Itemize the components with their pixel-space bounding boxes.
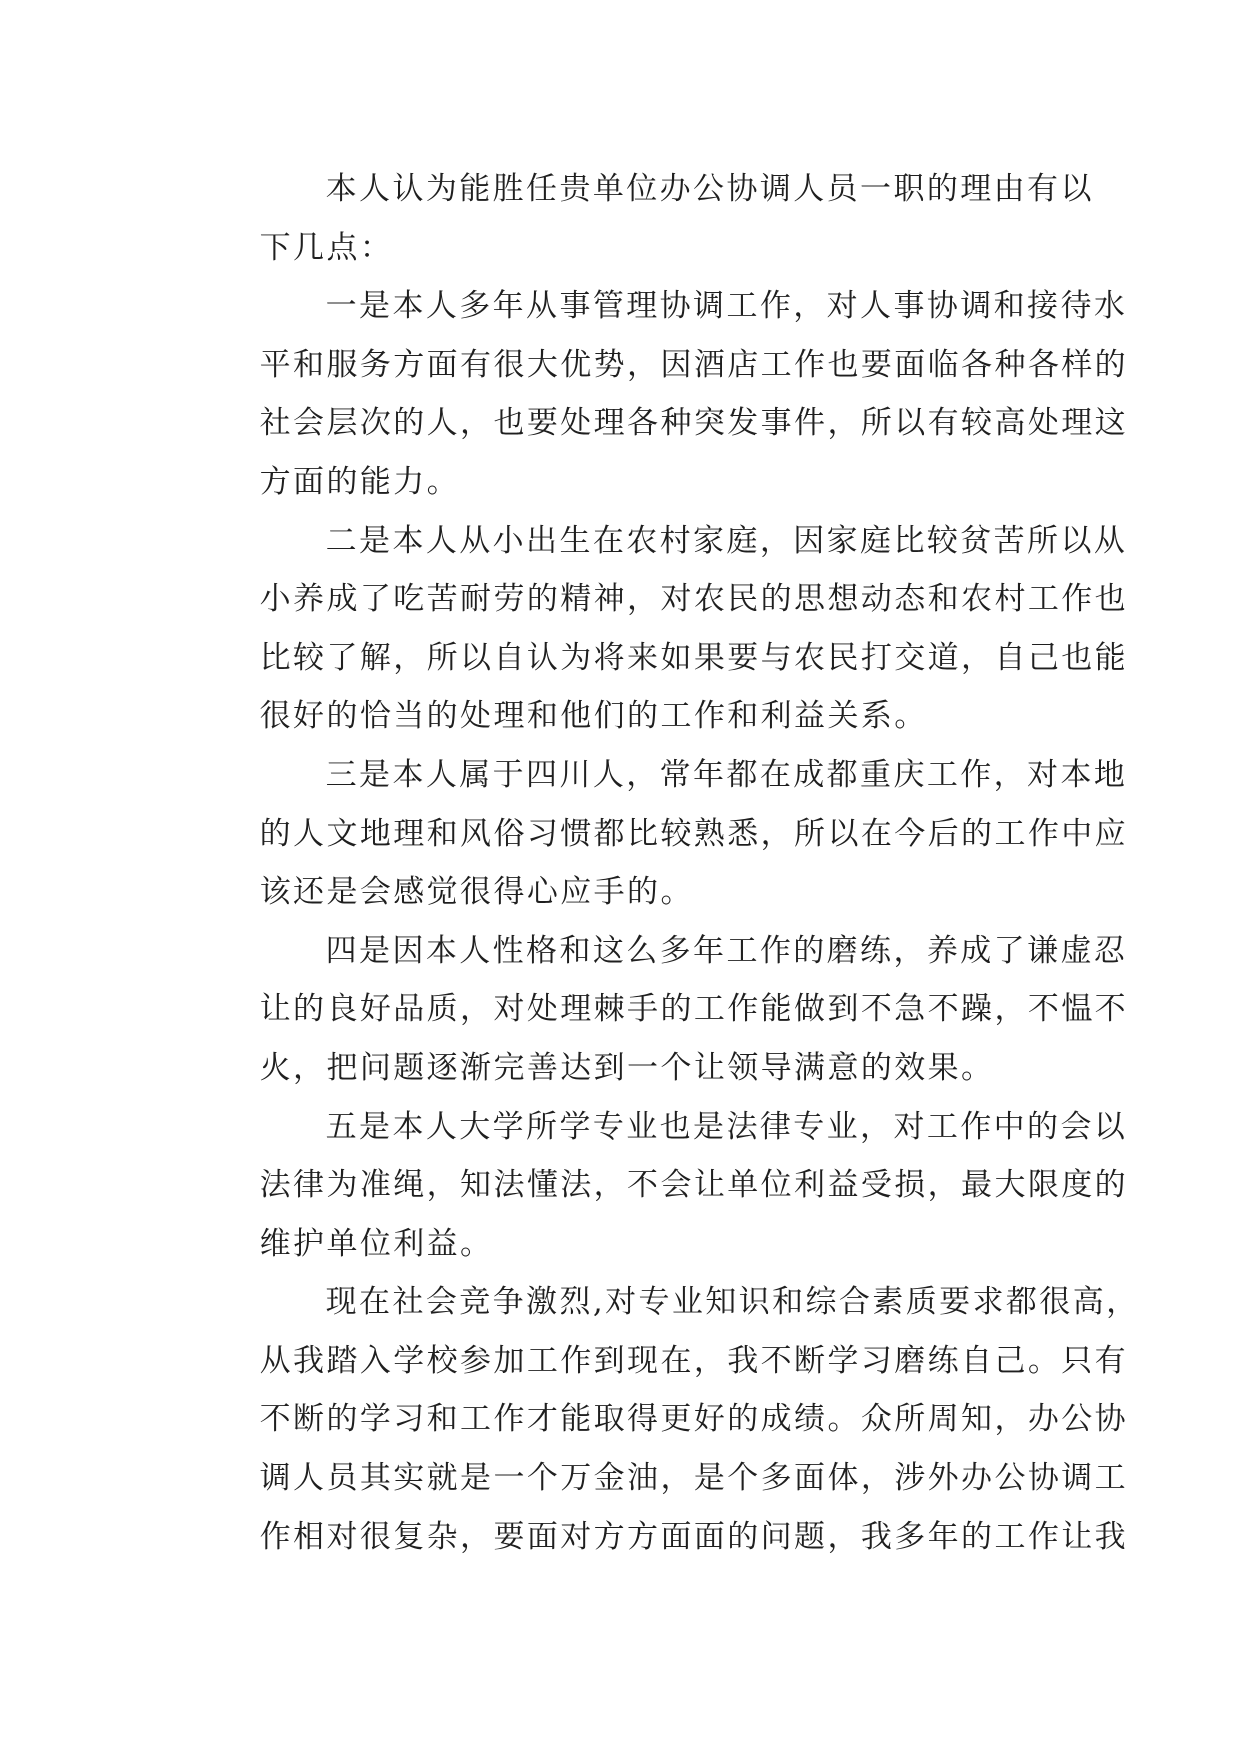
text-line: 从我踏入学校参加工作到现在，我不断学习磨练自己。只有 bbox=[259, 1342, 1129, 1379]
text-line: 小养成了吃苦耐劳的精神，对农民的思想动态和农村工作也 bbox=[259, 581, 1129, 618]
text-line: 维护单位利益。 bbox=[259, 1225, 494, 1262]
text-line: 很好的恰当的处理和他们的工作和利益关系。 bbox=[259, 698, 928, 735]
text-line: 四是因本人性格和这么多年工作的磨练，养成了谦虚忍 bbox=[325, 932, 1128, 969]
text-line: 三是本人属于四川人，常年都在成都重庆工作，对本地 bbox=[325, 756, 1128, 793]
text-line: 作相对很复杂，要面对方方面面的问题，我多年的工作让我 bbox=[259, 1518, 1129, 1555]
document-body bbox=[193, 160, 1140, 1566]
paragraph-intro bbox=[193, 160, 1094, 277]
paragraph-point-3 bbox=[193, 746, 1129, 922]
text-line: 方面的能力。 bbox=[259, 463, 461, 500]
text-line: 二是本人从小出生在农村家庭，因家庭比较贫苦所以从 bbox=[325, 522, 1128, 559]
paragraph-conclusion bbox=[193, 1273, 1140, 1566]
text-line: 该还是会感觉很得心应手的。 bbox=[259, 874, 694, 911]
text-line: 的人文地理和风俗习惯都比较熟悉，所以在今后的工作中应 bbox=[259, 815, 1129, 852]
text-line: 一是本人多年从事管理协调工作，对人事协调和接待水 bbox=[325, 288, 1128, 325]
text-line: 五是本人大学所学专业也是法律专业，对工作中的会以 bbox=[325, 1108, 1128, 1145]
text-line: 现在社会竞争激烈,对专业知识和综合素质要求都很高， bbox=[325, 1284, 1140, 1321]
text-line: 调人员其实就是一个万金油，是个多面体，涉外办公协调工 bbox=[259, 1460, 1129, 1497]
paragraph-point-5 bbox=[193, 1098, 1129, 1274]
paragraph-point-1 bbox=[193, 277, 1129, 511]
paragraph-point-2 bbox=[193, 512, 1129, 746]
text-line: 火，把问题逐渐完善达到一个让领导满意的效果。 bbox=[259, 1049, 995, 1086]
text-line: 下几点： bbox=[259, 229, 394, 266]
text-line: 社会层次的人，也要处理各种突发事件，所以有较高处理这 bbox=[259, 405, 1129, 442]
text-line: 比较了解，所以自认为将来如果要与农民打交道，自己也能 bbox=[259, 639, 1129, 676]
paragraph-point-4 bbox=[193, 922, 1129, 1098]
text-line: 平和服务方面有很大优势，因酒店工作也要面临各种各样的 bbox=[259, 346, 1129, 383]
text-line: 本人认为能胜任贵单位办公协调人员一职的理由有以 bbox=[325, 171, 1094, 207]
text-line: 让的良好品质，对处理棘手的工作能做到不急不躁，不愠不 bbox=[259, 991, 1129, 1028]
text-line: 法律为准绳，知法懂法，不会让单位利益受损，最大限度的 bbox=[259, 1167, 1129, 1204]
text-line: 不断的学习和工作才能取得更好的成绩。众所周知，办公协 bbox=[259, 1401, 1129, 1438]
